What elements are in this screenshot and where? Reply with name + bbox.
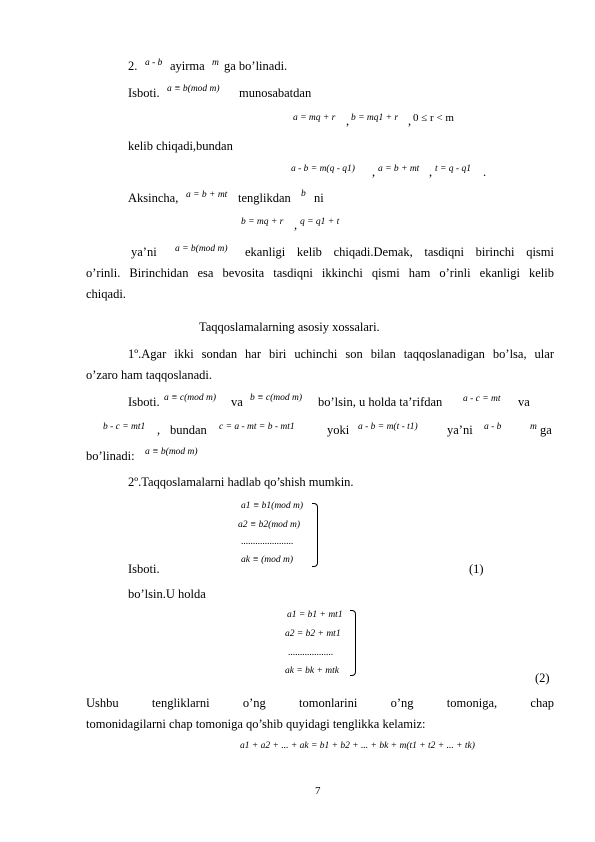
formula-m: m: [212, 58, 219, 68]
final-line-2: tomonidagilarni chap tomoniga qo’shib quyidagi tenglikka kelamiz:: [86, 717, 426, 731]
system2-brace: [350, 610, 356, 676]
eq3-part-1: b = mq + r: [241, 217, 284, 227]
system2-row-2: a2 = b2 + mt1: [285, 629, 341, 639]
final-word: o’ng: [390, 696, 414, 710]
proof2-text-3: va: [518, 395, 530, 409]
eq2-sep-2: ,: [429, 165, 433, 179]
eq2-end: .: [483, 165, 487, 179]
proof2-formula-1: a ≡ c(mod m): [164, 393, 217, 403]
system2-row-1: a1 = b1 + mt1: [287, 610, 343, 620]
eq2-part-3: t = q - q1: [435, 164, 471, 174]
final-line-1: [86, 696, 554, 711]
system1-row-2: a2 ≡ b2(mod m): [238, 520, 301, 530]
equation-number-1: (1): [469, 562, 484, 576]
eq2-part-2: a = b + mt: [378, 164, 420, 174]
eq1-part-1: a = mq + r: [293, 113, 336, 123]
formula-b: b: [301, 189, 306, 199]
proof2-formula-3: a - c = mt: [463, 394, 501, 404]
text-kelib: kelib chiqadi,bundan: [128, 139, 233, 153]
para1-text-2: ekanligi kelib chiqadi.Demak, tasdiqni birinchi qismi: [245, 245, 554, 259]
proof2b-text-4: ya’ni: [447, 423, 473, 437]
aksincha-formula: a = b + mt: [186, 190, 228, 200]
proof2b-text-3: yoki: [327, 423, 350, 437]
system1-row-1: a1 ≡ b1(mod m): [241, 501, 304, 511]
para1-formula: a = b(mod m): [175, 244, 228, 254]
proof2-text-1: va: [231, 395, 243, 409]
proof2b-formula-5: m: [530, 422, 537, 432]
final-equation: a1 + a2 + ... + ak = b1 + b2 + ... + bk + m(t1 + t2 + ... + tk): [240, 741, 475, 751]
formula-congruence: a ≡ b(mod m): [167, 84, 220, 94]
prop1-line-2: o’zaro ham taqqoslanadi.: [86, 368, 212, 382]
eq1-part-2: b = mq1 + r: [351, 113, 399, 123]
aksincha-text-3: ni: [314, 191, 324, 205]
eq2-part-1: a - b = m(q - q1): [291, 164, 355, 174]
proof2b-formula-2: c = a - mt = b - mt1: [219, 422, 295, 432]
proof2-label: Isboti.: [128, 395, 160, 409]
item2-number: 2.: [128, 59, 138, 73]
eq1-sep-2: ,: [408, 114, 412, 128]
system1-brace: [312, 503, 318, 567]
eq1-part-3: 0 ≤ r < m: [413, 112, 454, 124]
proof2b-formula-4: a - b: [484, 422, 502, 432]
text-holda: bo’lsin.U holda: [128, 587, 206, 601]
system1-row-4: ak ≡ (mod m): [241, 555, 294, 565]
system2-row-4: ak = bk + mtk: [285, 666, 339, 676]
proof2c-text: bo’linadi:: [86, 449, 135, 463]
para1-line-2: o’rinli. Birinchidan esa bevosita tasdiqni ikkinchi qismi ham o’rinli ekanligi kelib: [86, 266, 554, 280]
formula-a-minus-b: a - b: [145, 58, 163, 68]
eq3-part-2: q = q1 + t: [300, 217, 340, 227]
proof3-label: Isboti.: [128, 562, 160, 576]
item2-text-1: ayirma: [170, 59, 205, 73]
page-number: 7: [315, 785, 321, 797]
equation-number-2: (2): [535, 671, 550, 685]
eq3-sep: ,: [294, 218, 298, 232]
proof2-formula-2: b ≡ c(mod m): [250, 393, 303, 403]
proof2b-text-1: ,: [157, 423, 161, 437]
section-heading: Taqqoslamalarning asosiy xossalari.: [199, 320, 380, 334]
eq1-sep-1: ,: [346, 114, 350, 128]
proof2c-formula: a ≡ b(mod m): [145, 447, 198, 457]
proof2b-formula-3: a - b = m(t - t1): [358, 422, 418, 432]
final-word: tengliklarni: [151, 696, 210, 710]
property-2: 2º.Taqqoslamalarni hadlab qo’shish mumkin.: [128, 475, 354, 489]
final-word: tomonlarini: [299, 696, 358, 710]
eq2-sep-1: ,: [372, 165, 376, 179]
para1-text-1: ya’ni: [131, 245, 157, 259]
system2-row-3: ...................: [288, 648, 334, 658]
proof1-text: munosabatdan: [239, 86, 312, 100]
para1-line-3: chiqadi.: [86, 287, 126, 301]
final-word: o’ng: [242, 696, 266, 710]
prop1-line-1: 1º.Agar ikki sondan har biri uchinchi son bilan taqqoslanadigan bo’lsa, ular: [128, 347, 554, 361]
proof2b-text-5: ga: [540, 423, 552, 437]
final-word: chap: [530, 696, 554, 710]
proof2b-formula-1: b - c = mt1: [103, 422, 146, 432]
proof-label: Isboti.: [128, 86, 160, 100]
final-word: Ushbu: [86, 696, 119, 710]
system1-row-3: ......................: [241, 537, 294, 547]
aksincha-text: Aksincha,: [128, 191, 179, 205]
proof2b-text-2: bundan: [170, 423, 207, 437]
final-word: tomoniga,: [446, 696, 498, 710]
proof2-text-2: bo’lsin, u holda ta’rifdan: [318, 395, 443, 409]
aksincha-text-2: tenglikdan: [238, 191, 291, 205]
item2-text-2: ga bo’linadi.: [224, 59, 288, 73]
